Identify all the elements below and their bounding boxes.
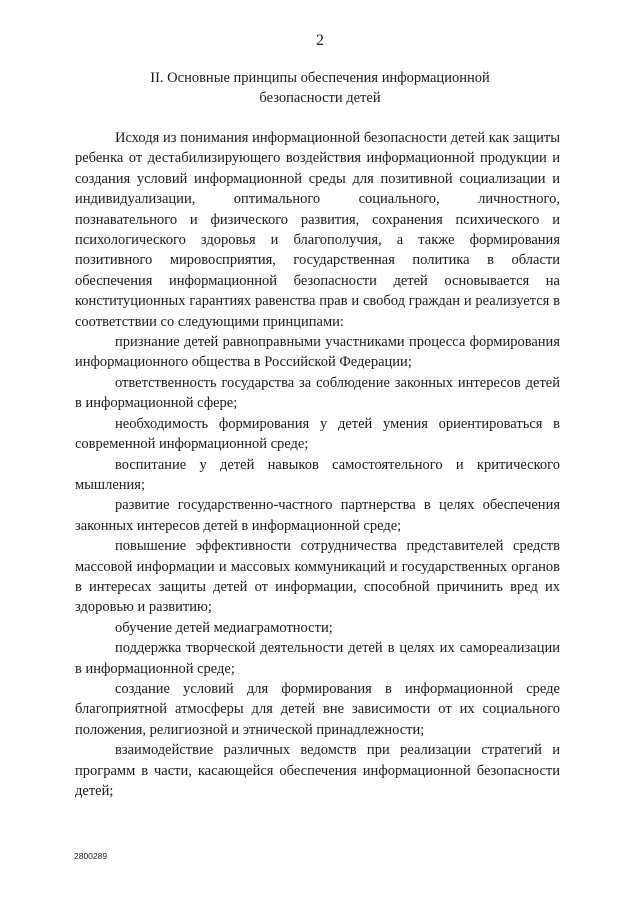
principle-item: развитие государственно-частного партнерства в целях обеспечения законных интересов детей в информационной среде; [75,497,560,534]
section-title [75,68,565,108]
section-title-line-2: безопасности детей [259,90,381,106]
principle-item: создание условий для формирования в информационной среде благоприятной атмосферы для детей вне зависимости от их социального положения, религиозной и этнической принадлежности; [75,680,560,738]
principle-item: поддержка творческой деятельности детей в целях их самореализации в информационной среде; [75,640,560,677]
principle-item: повышение эффективности сотрудничества представителей средств массовой информации и массовых коммуникаций и государственных органов в интересах защиты детей от информации, способной причинить вред их здоровью и развитию; [75,538,560,616]
document-code: 2800289 [74,851,108,861]
principle-item: взаимодействие различных ведомств при реализации стратегий и программ в части, касающейся обеспечения информационной безопасности детей; [75,742,560,799]
principle-item: признание детей равноправными участниками процесса формирования информационного общества в Российской Федерации; [75,334,560,371]
section-title-line-1: II. Основные принципы обеспечения информационной [150,70,490,86]
body-text [75,128,560,801]
principle-item: необходимость формирования у детей умения ориентироваться в современной информационной среде; [75,415,560,453]
principle-item: воспитание у детей навыков самостоятельного и критического мышления; [75,456,560,493]
intro-paragraph: Исходя из понимания информационной безопасности детей как защиты ребенка от дестабилизирующего воздействия информационной продукции и создания условий информационной среды для позитивной социализации и индивидуализации, оптимального социального, личностного, познавательного и физического развития, сохранения психического и психологического здоровья и благополучия, а также формирования позитивного мировосприятия, государственная политика в области обеспечения информационной безопасности детей основывается на конституционных гарантиях равенства прав и свобод граждан и реализуется в соответствии со следующими принципами: [75,130,560,330]
principle-item: обучение детей медиаграмотности; [115,619,333,636]
page-number: 2 [316,32,324,49]
principle-item: ответственность государства за соблюдение законных интересов детей в информационной сфере; [75,374,560,412]
